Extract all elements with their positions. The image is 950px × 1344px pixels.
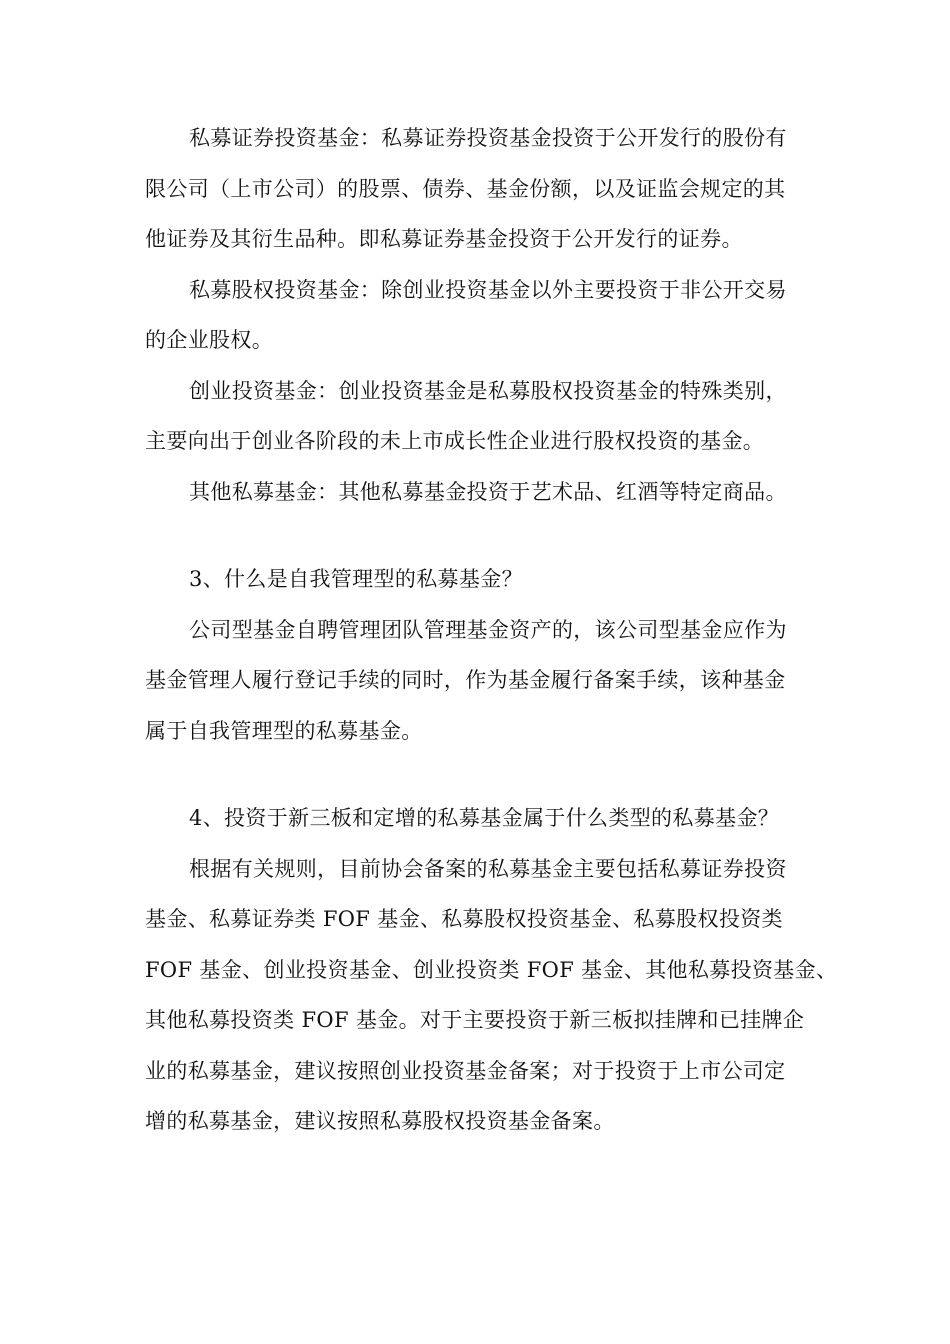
text-line: FOF 基金、创业投资基金、创业投资类 FOF 基金、其他私募投资基金、 <box>145 957 838 982</box>
text-line: 私募证券投资基金：私募证券投资基金投资于公开发行的股份有 <box>189 126 787 150</box>
text-line: 其他私募投资类 FOF 基金。对于主要投资于新三板拟挂牌和已挂牌企 <box>145 1008 805 1032</box>
text-line: 主要向出于创业各阶段的未上市成长性企业进行股权投资的基金。 <box>145 429 765 453</box>
text-line: 他证券及其衍生品种。即私募证券基金投资于公开发行的证券。 <box>145 227 743 251</box>
text-line: 属于自我管理型的私募基金。 <box>145 718 423 743</box>
text-line: 业的私募基金，建议按照创业投资基金备案；对于投资于上市公司定 <box>145 1058 786 1083</box>
text-line: 的企业股权。 <box>145 328 274 352</box>
text-line: 基金、私募证券类 FOF 基金、私募股权投资基金、私募股权投资类 <box>145 907 783 931</box>
paragraph-other-private-fund <box>145 467 810 518</box>
spacer <box>145 517 810 554</box>
paragraph-private-equity-fund <box>145 265 810 366</box>
text-line: 限公司（上市公司）的股票、债券、基金份额，以及证监会规定的其 <box>145 176 786 201</box>
text-line: 公司型基金自聘管理团队管理基金资产的，该公司型基金应作为 <box>189 617 787 642</box>
document-page <box>145 113 838 1147</box>
text-line: 创业投资基金：创业投资基金是私募股权投资基金的特殊类别， <box>189 378 787 403</box>
paragraph-private-securities-fund <box>145 113 810 265</box>
text-line: 根据有关规则，目前协会备案的私募基金主要包括私募证券投资 <box>189 856 787 881</box>
paragraph-venture-capital-fund <box>145 366 810 467</box>
question-heading: 4、投资于新三板和定增的私募基金属于什么类型的私募基金？ <box>189 806 780 830</box>
text-line: 其他私募基金：其他私募基金投资于艺术品、红酒等特定商品。 <box>189 479 787 504</box>
question-heading: 3、什么是自我管理型的私募基金？ <box>189 567 523 591</box>
section-question-4 <box>145 793 838 1147</box>
text-line: 基金管理人履行登记手续的同时，作为基金履行备案手续，该种基金 <box>145 668 786 692</box>
text-line: 私募股权投资基金：除创业投资基金以外主要投资于非公开交易 <box>189 277 787 302</box>
spacer <box>145 756 810 793</box>
text-line: 增的私募基金，建议按照私募股权投资基金备案。 <box>145 1109 615 1133</box>
section-question-3 <box>145 554 810 756</box>
